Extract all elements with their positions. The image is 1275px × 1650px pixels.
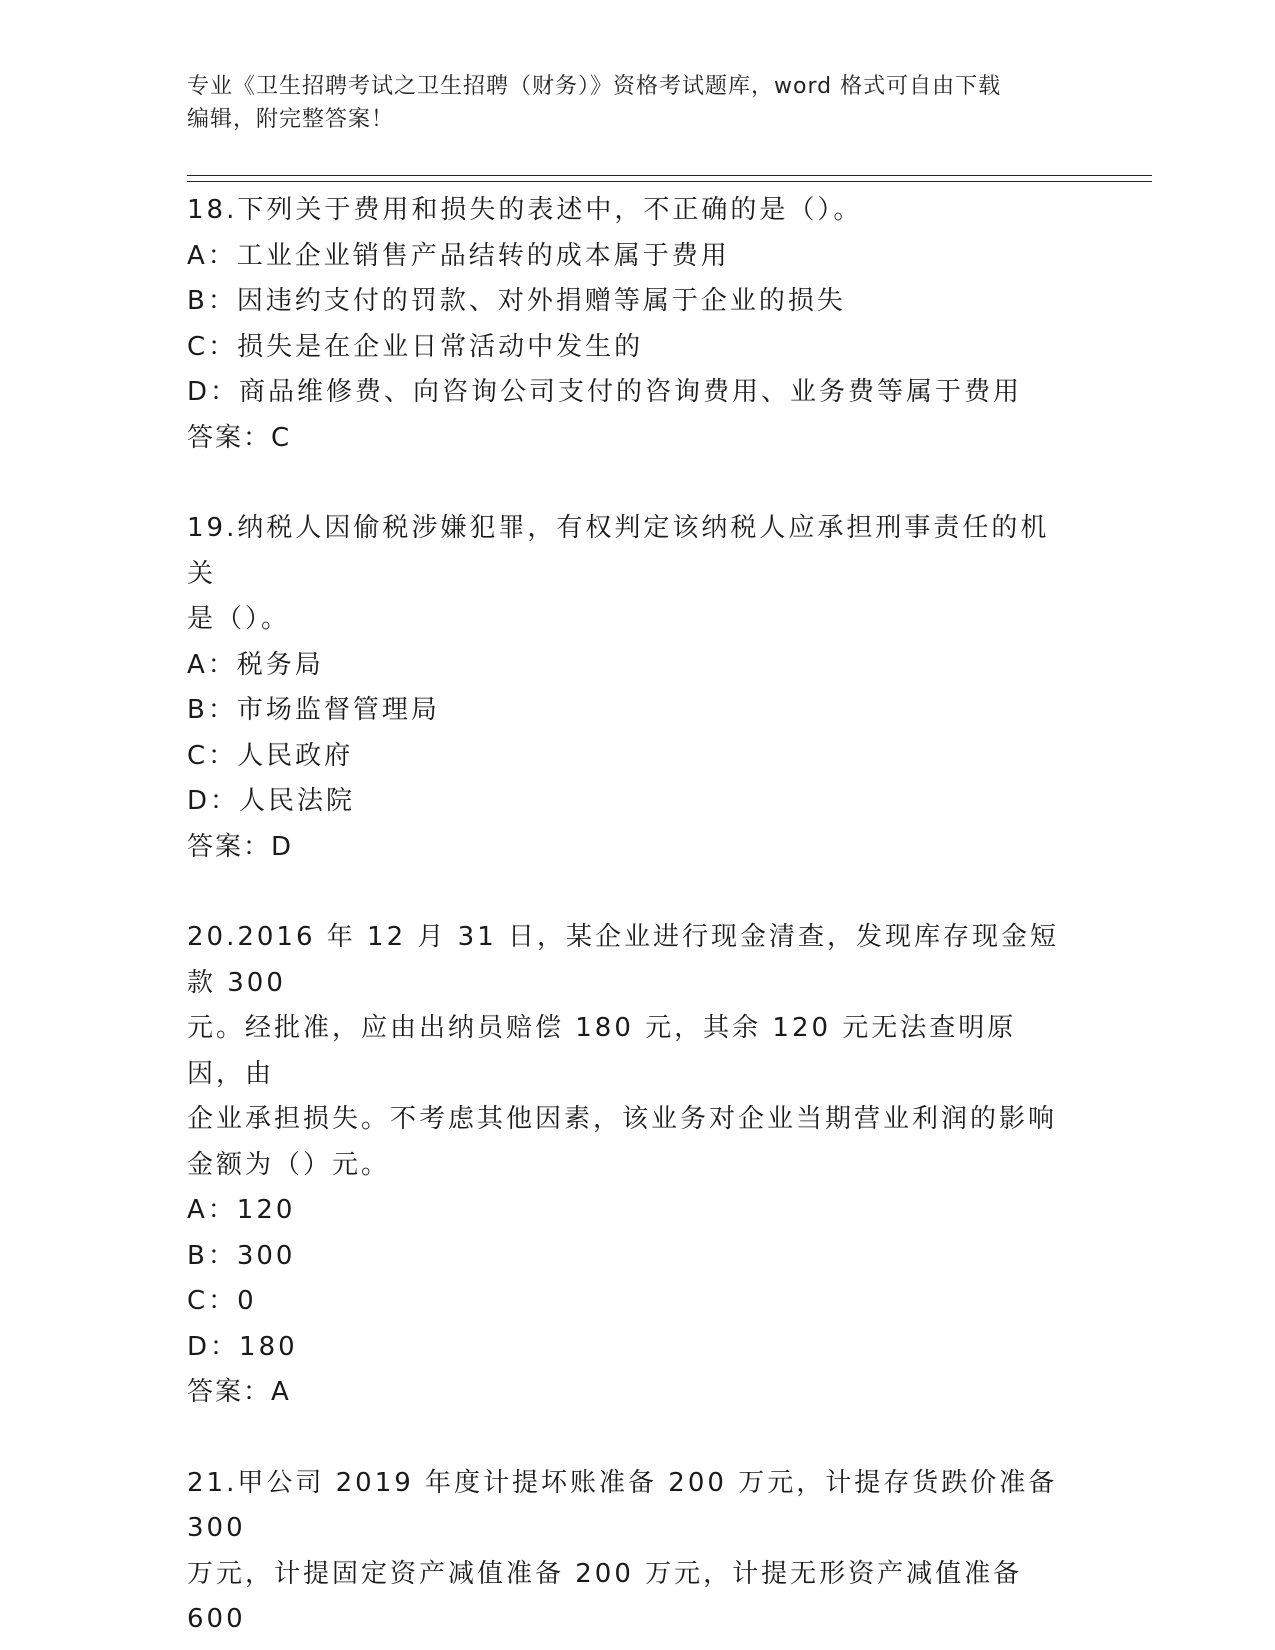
question-stem: 万元，计提固定资产减值准备 200 万元，计提无形资产减值准备 600	[187, 1558, 1023, 1634]
option-c: C：0	[187, 1286, 257, 1316]
option-c: C：人民政府	[187, 740, 354, 771]
question-stem: 19.纳税人因偷税涉嫌犯罪，有权判定该纳税人应承担刑事责任的机关	[187, 513, 1050, 589]
option-a: A：120	[187, 1195, 296, 1225]
question-list	[187, 188, 1067, 1643]
question-stem: 21.甲公司 2019 年度计提坏账准备 200 万元，计提存货跌价准备 300	[187, 1467, 1058, 1543]
question-stem: 金额为（）元。	[187, 1149, 391, 1180]
answer-text: 答案：D	[187, 831, 294, 862]
question-stem: 20.2016 年 12 月 31 日，某企业进行现金清查，发现库存现金短款 300	[187, 922, 1060, 998]
option-b: B：因违约支付的罚款、对外捐赠等属于企业的损失	[187, 286, 846, 316]
option-d: D：180	[187, 1331, 298, 1362]
option-b: B：300	[187, 1240, 296, 1271]
answer-text: 答案：C	[187, 422, 292, 453]
question-stem: 元。经批准，应由出纳员赔偿 180 元，其余 120 元无法查明原因，由	[187, 1013, 1017, 1089]
option-a: A：税务局	[187, 649, 324, 680]
option-c: C：损失是在企业日常活动中发生的	[187, 331, 644, 362]
question-stem: 18.下列关于费用和损失的表述中，不正确的是（）。	[187, 195, 863, 225]
question-stem: 企业承担损失。不考虑其他因素，该业务对企业当期营业利润的影响	[187, 1104, 1058, 1134]
document-header	[187, 70, 1067, 136]
question-stem: 是（）。	[187, 604, 291, 634]
answer-text: 答案：A	[187, 1377, 291, 1407]
option-d: D：人民法院	[187, 786, 356, 816]
question-19	[187, 506, 1067, 870]
header-divider-top	[187, 175, 1152, 176]
option-d: D：商品维修费、向咨询公司支付的咨询费用、业务费等属于费用	[187, 377, 1023, 407]
question-21	[187, 1461, 1067, 1643]
header-line-1: 专业《卫生招聘考试之卫生招聘（财务）》资格考试题库，word 格式可自由下载	[187, 74, 1002, 99]
question-20	[187, 915, 1067, 1416]
option-b: B：市场监督管理局	[187, 695, 440, 725]
question-18	[187, 188, 1067, 461]
header-line-2: 编辑，附完整答案！	[187, 107, 395, 132]
header-divider-bottom	[187, 181, 1152, 182]
option-a: A：工业企业销售产品结转的成本属于费用	[187, 240, 730, 271]
